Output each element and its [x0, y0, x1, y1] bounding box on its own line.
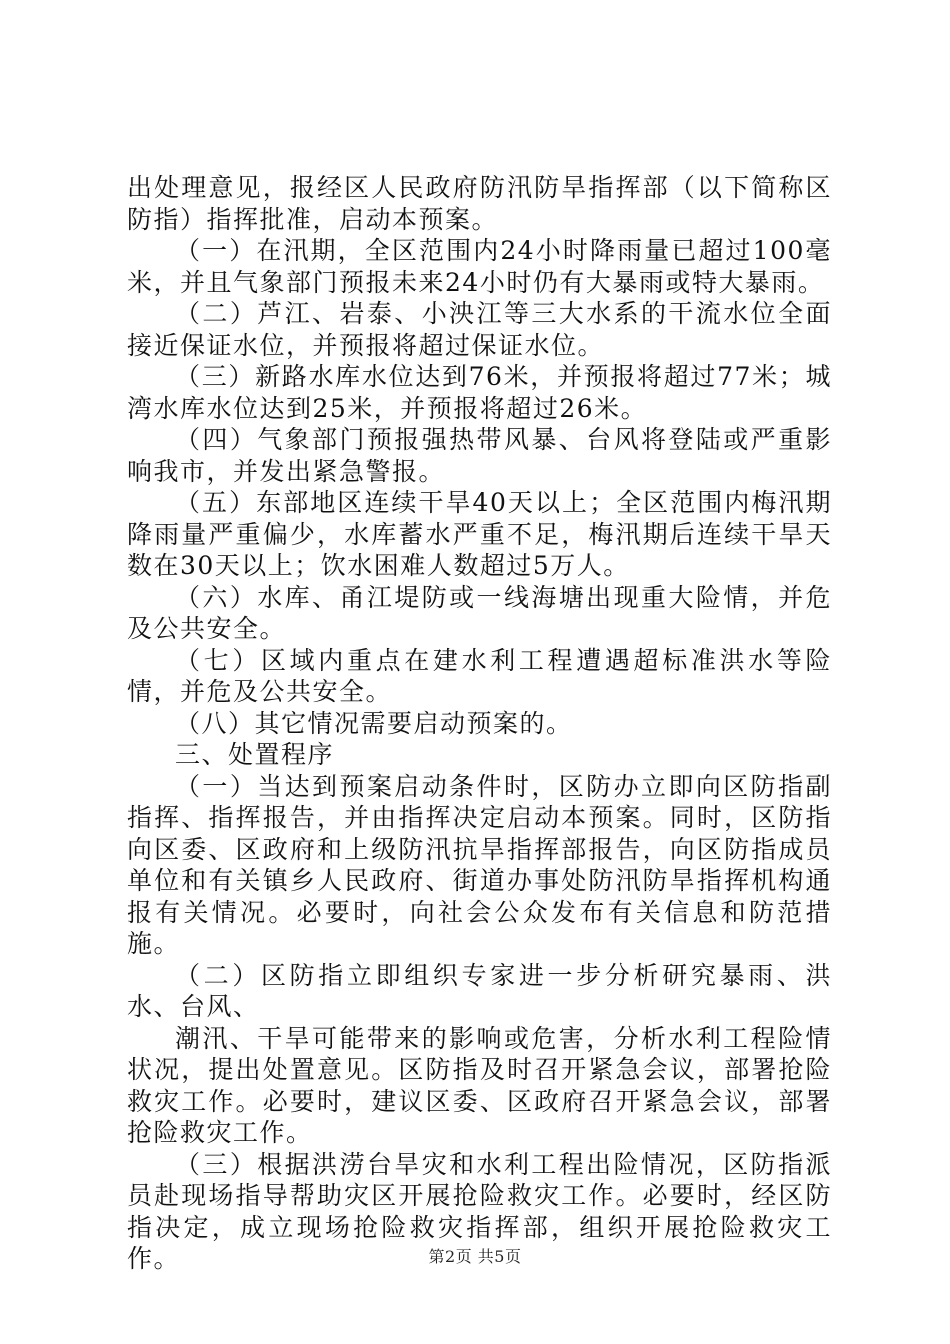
paragraph-4: （三）新路水库水位达到76米，并预报将超过77米；城湾水库水位达到25米，并预报将超过26米。	[127, 362, 832, 423]
paragraph-2: （一）在汛期，全区范围内24小时降雨量已超过100毫米，并且气象部门预报未来24小时仍有大暴雨或特大暴雨。	[127, 236, 832, 297]
paragraph-9: （八）其它情况需要启动预案的。	[175, 708, 573, 738]
section-heading: 三、处置程序	[175, 740, 335, 769]
paragraph-12: （二）区防指立即组织专家进一步分析研究暴雨、洪水、台风、	[127, 960, 832, 1021]
paragraph-6: （五）东部地区连续干旱40天以上；全区范围内梅汛期降雨量严重偏少，水库蓄水严重不足，梅汛期后连续干旱天数在30天以上；饮水困难人数超过5万人。	[127, 488, 832, 580]
document-body	[127, 172, 832, 1275]
paragraph-11: （一）当达到预案启动条件时，区防办立即向区防指副指挥、指挥报告，并由指挥决定启动本预案。同时，区防指向区委、区政府和上级防汛抗旱指挥部报告，向区防指成员单位和有关镇乡人民政府、街道办事处防汛防旱指挥机构通报有关情况。必要时，向社会公众发布有关信息和防范措施。	[127, 771, 832, 958]
paragraph-8: （七）区域内重点在建水利工程遭遇超标准洪水等险情，并危及公共安全。	[127, 645, 832, 706]
paragraph-5: （四）气象部门预报强热带风暴、台风将登陆或严重影响我市，并发出紧急警报。	[127, 425, 832, 486]
paragraph-13: 潮汛、干旱可能带来的影响或危害，分析水利工程险情状况，提出处置意见。区防指及时召开紧急会议，部署抢险救灾工作。必要时，建议区委、区政府召开紧急会议，部署抢险救灾工作。	[127, 1023, 832, 1147]
paragraph-14: （三）根据洪涝台旱灾和水利工程出险情况，区防指派员赴现场指导帮助灾区开展抢险救灾工作。必要时，经区防指决定，成立现场抢险救灾指挥部，组织开展抢险救灾工作。	[127, 1149, 832, 1273]
paragraph-1: 出处理意见，报经区人民政府防汛防旱指挥部（以下简称区防指）指挥批准，启动本预案。	[127, 173, 832, 234]
page-footer: 第2页 共5页	[428, 1247, 522, 1266]
paragraph-3: （二）芦江、岩泰、小泱江等三大水系的干流水位全面接近保证水位，并预报将超过保证水位。	[127, 299, 832, 360]
paragraph-7: （六）水库、甬江堤防或一线海塘出现重大险情，并危及公共安全。	[127, 582, 832, 643]
